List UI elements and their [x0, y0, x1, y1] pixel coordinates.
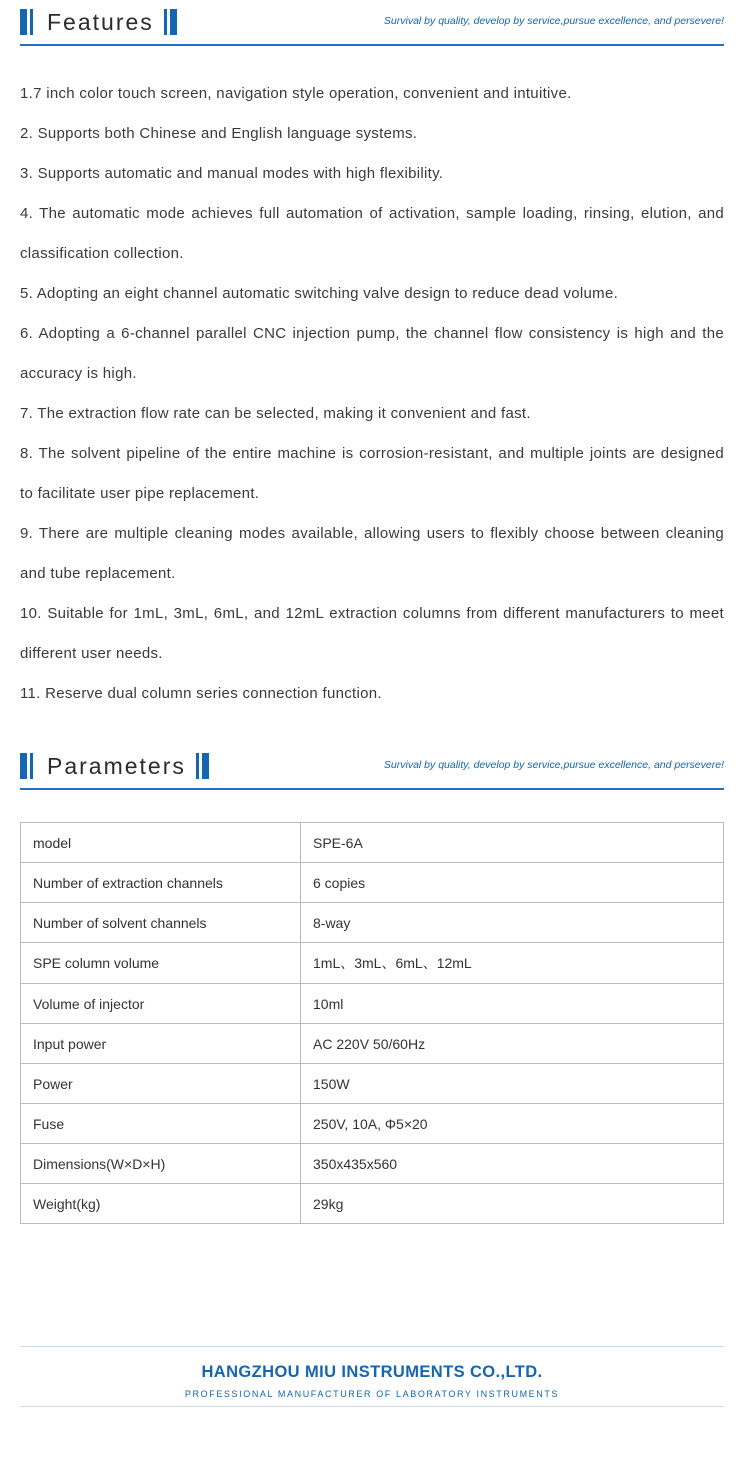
table-row — [21, 863, 724, 903]
features-list — [20, 74, 724, 714]
features-section-header — [20, 0, 724, 46]
parameters-section-header — [20, 744, 724, 790]
table-cell-value: 350x435x560 — [301, 1144, 724, 1184]
table-cell-key: SPE column volume — [21, 943, 301, 984]
features-slogan: Survival by quality, develop by service,pursue excellence, and persevere! — [383, 15, 724, 27]
table-cell-value: 1mL、3mL、6mL、12mL — [301, 943, 724, 984]
table-cell-value: SPE-6A — [301, 823, 724, 863]
decorative-bars-left-icon — [20, 9, 33, 35]
table-row — [21, 1104, 724, 1144]
parameters-slogan: Survival by quality, develop by service,pursue excellence, and persevere! — [383, 759, 724, 771]
parameters-title: Parameters — [47, 752, 186, 779]
page-footer — [0, 1346, 744, 1407]
feature-item: 1.7 inch color touch screen, navigation style operation, convenient and intuitive. — [20, 85, 572, 102]
feature-item: 9. There are multiple cleaning modes available, allowing users to flexibly choose between cleaning and tube replacement. — [20, 525, 724, 582]
table-cell-key: Input power — [21, 1024, 301, 1064]
table-cell-value: 150W — [301, 1064, 724, 1104]
table-cell-key: Weight(kg) — [21, 1184, 301, 1224]
feature-item: 10. Suitable for 1mL, 3mL, 6mL, and 12mL extraction columns from different manufacturers to meet different user needs. — [20, 605, 724, 662]
feature-item: 7. The extraction flow rate can be selected, making it convenient and fast. — [20, 405, 531, 422]
feature-item: 6. Adopting a 6-channel parallel CNC injection pump, the channel flow consistency is high and the accuracy is high. — [20, 325, 724, 382]
table-cell-key: Number of solvent channels — [21, 903, 301, 943]
table-cell-key: Number of extraction channels — [21, 863, 301, 903]
feature-item: 4. The automatic mode achieves full automation of activation, sample loading, rinsing, elution, and classification collection. — [20, 205, 724, 262]
footer-divider-bottom — [20, 1406, 724, 1407]
table-cell-value: 6 copies — [301, 863, 724, 903]
parameters-table — [20, 822, 724, 1224]
table-row — [21, 823, 724, 863]
table-cell-value: 8-way — [301, 903, 724, 943]
table-cell-value: 29kg — [301, 1184, 724, 1224]
table-row — [21, 1144, 724, 1184]
table-cell-key: Fuse — [21, 1104, 301, 1144]
table-row — [21, 903, 724, 943]
features-title: Features — [47, 8, 154, 35]
footer-divider-top — [20, 1346, 724, 1347]
table-cell-key: Dimensions(W×D×H) — [21, 1144, 301, 1184]
feature-item: 8. The solvent pipeline of the entire machine is corrosion-resistant, and multiple joints are designed to facilitate user pipe replacement. — [20, 445, 724, 502]
feature-item: 2. Supports both Chinese and English language systems. — [20, 125, 418, 142]
feature-item: 5. Adopting an eight channel automatic switching valve design to reduce dead volume. — [20, 285, 619, 302]
feature-item: 11. Reserve dual column series connection function. — [20, 685, 382, 702]
table-cell-value: 250V, 10A, Φ5×20 — [301, 1104, 724, 1144]
table-cell-key: Power — [21, 1064, 301, 1104]
parameters-header-wrapper — [0, 744, 744, 790]
table-row — [21, 1064, 724, 1104]
table-cell-value: AC 220V 50/60Hz — [301, 1024, 724, 1064]
footer-company-name: HANGZHOU MIU INSTRUMENTS CO.,LTD. — [201, 1363, 543, 1381]
table-row — [21, 1184, 724, 1224]
table-row — [21, 984, 724, 1024]
decorative-bars-left-icon — [20, 753, 33, 779]
feature-item: 3. Supports automatic and manual modes with high flexibility. — [20, 165, 444, 182]
table-cell-value: 10ml — [301, 984, 724, 1024]
table-cell-key: Volume of injector — [21, 984, 301, 1024]
table-cell-key: model — [21, 823, 301, 863]
footer-subtitle: PROFESSIONAL MANUFACTURER OF LABORATORY INSTRUMENTS — [184, 1389, 560, 1399]
decorative-bars-right-icon — [196, 753, 212, 779]
table-row — [21, 1024, 724, 1064]
table-row — [21, 943, 724, 984]
decorative-bars-right-icon — [164, 9, 180, 35]
